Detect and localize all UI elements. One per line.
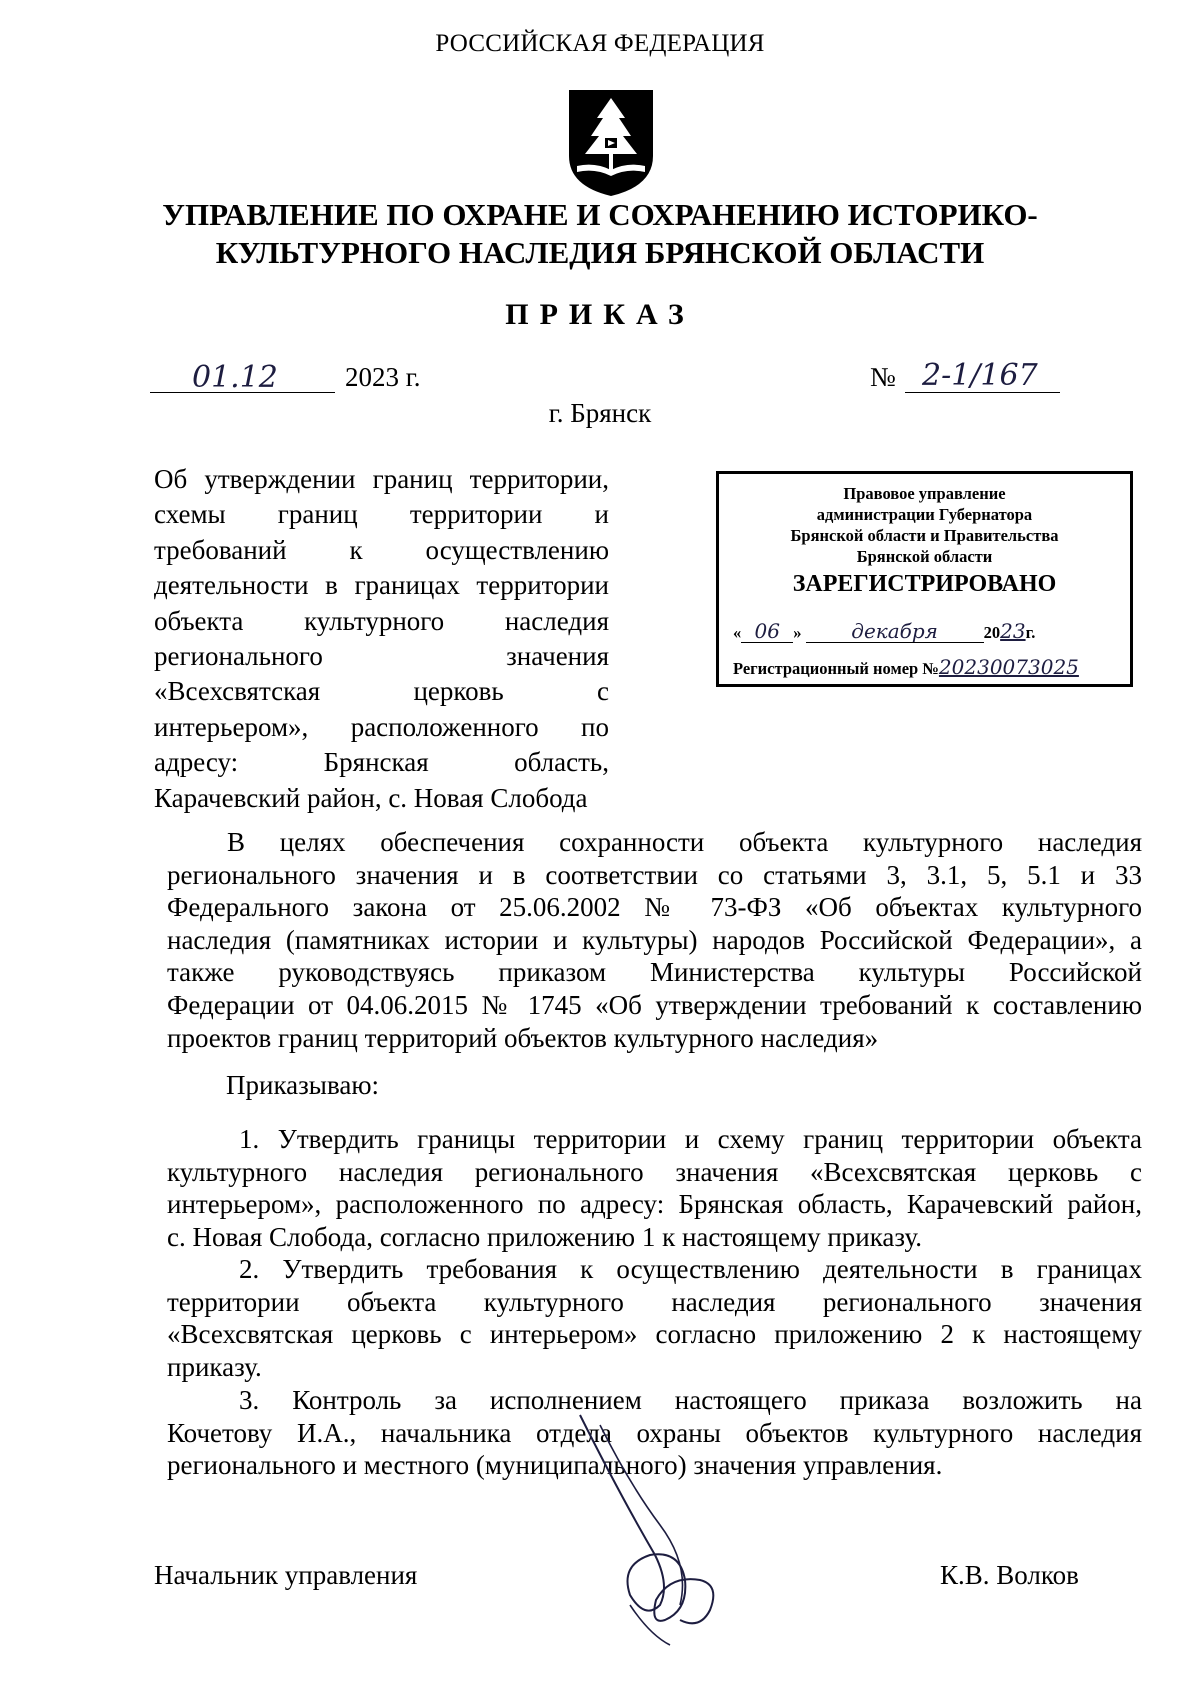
item-line: территории объекта культурного наследия регионального значения	[167, 1286, 1142, 1317]
stamp-date-year-g: г.	[1025, 623, 1036, 642]
document-subject	[154, 462, 609, 816]
organization-name-line-2: КУЛЬТУРНОГО НАСЛЕДИЯ БРЯНСКОЙ ОБЛАСТИ	[215, 235, 985, 270]
subject-line: Об утверждении границ территории,	[154, 464, 609, 494]
city-name: г. Брянск	[548, 398, 652, 428]
item-line: 3. Контроль за исполнением настоящего приказа возложить на	[239, 1385, 1142, 1415]
stamp-date-open-quote: «	[733, 623, 742, 642]
stamp-line: Брянской области и Правительства	[790, 526, 1059, 545]
preamble-line: Федерации от 04.06.2015 № 1745 «Об утверждении требований к составлению	[167, 989, 1142, 1020]
preamble-line: наследия (памятниках истории и культуры) народов Российской Федерации», а	[167, 924, 1142, 955]
stamp-date-row	[733, 621, 1123, 643]
stamp-reg-row	[733, 657, 1123, 679]
item-line: регионального и местного (муниципального) значения управления.	[167, 1450, 943, 1481]
order-item-2	[167, 1253, 1142, 1383]
handwritten-date: 01.12	[192, 360, 278, 395]
stamp-date-month: декабря	[806, 621, 984, 643]
subject-line: интерьером», расположенного по	[154, 711, 609, 742]
preamble-line: регионального значения и в соответствии со статьями 3, 3.1, 5, 5.1 и 33	[167, 859, 1142, 890]
preamble-line: В целях обеспечения сохранности объекта культурного наследия	[227, 827, 1142, 857]
country-name: РОССИЙСКАЯ ФЕДЕРАЦИЯ	[435, 30, 765, 57]
item-line: интерьером», расположенного по адресу: Брянская область, Карачевский район,	[167, 1189, 1142, 1220]
item-line: 2. Утвердить требования к осуществлению деятельности в границах	[239, 1254, 1142, 1284]
subject-line: адресу: Брянская область,	[154, 747, 609, 778]
organization-name	[0, 196, 1200, 272]
signatory-title: Начальник управления	[154, 1560, 418, 1590]
item-line: культурного наследия регионального значения «Всехсвятская церковь с	[167, 1156, 1142, 1187]
subject-line: Карачевский район, с. Новая Слобода	[154, 782, 588, 813]
signatory-name: К.В. Волков	[940, 1560, 1079, 1590]
organization-name-line-1: УПРАВЛЕНИЕ ПО ОХРАНЕ И СОХРАНЕНИЮ ИСТОРИКО-	[162, 197, 1038, 232]
stamp-date-day: 06	[741, 621, 793, 643]
stamp-reg-number: 20230073025	[938, 655, 1079, 679]
stamp-date-year-prefix: 20	[983, 623, 1001, 642]
stamp-registered-label: ЗАРЕГИСТРИРОВАНО	[792, 571, 1057, 597]
item-line: с. Новая Слобода, согласно приложению 1 к настоящему приказу.	[167, 1221, 923, 1252]
handwritten-order-number: 2-1/167	[922, 358, 1038, 393]
stamp-line: Правовое управление	[843, 484, 1006, 503]
preamble-line: также руководствуясь приказом Министерства культуры Российской	[167, 957, 1142, 988]
item-line: «Всехсвятская церковь с интерьером» согласно приложению 2 к настоящему	[167, 1319, 1142, 1350]
stamp-date-year-suffix: 23	[1000, 619, 1026, 643]
number-label: №	[870, 362, 896, 392]
subject-line: «Всехсвятская церковь с	[154, 676, 609, 707]
stamp-line: администрации Губернатора	[816, 505, 1033, 524]
stamp-line: Брянской области	[856, 547, 993, 566]
subject-line: регионального значения	[154, 641, 609, 672]
item-line: приказу.	[167, 1351, 262, 1382]
stamp-date-close-quote: »	[793, 623, 802, 642]
subject-line: требований к осуществлению	[154, 534, 609, 565]
year-suffix: 2023 г.	[345, 362, 421, 392]
order-word: Приказываю:	[226, 1070, 379, 1100]
document-type-title: ПРИКАЗ	[505, 298, 695, 331]
subject-line: объекта культурного наследия	[154, 605, 609, 636]
item-line: Кочетову И.А., начальника отдела охраны объектов культурного наследия	[167, 1417, 1142, 1448]
subject-line: деятельности в границах территории	[154, 570, 609, 601]
order-item-1	[167, 1123, 1142, 1253]
coat-of-arms-emblem	[565, 86, 657, 198]
item-line: 1. Утвердить границы территории и схему границ территории объекта	[239, 1124, 1142, 1154]
registration-stamp	[716, 471, 1133, 687]
preamble-line: Федерального закона от 25.06.2002 № 73-ФЗ «Об объектах культурного	[167, 892, 1142, 923]
subject-line: схемы границ территории и	[154, 499, 609, 530]
preamble-paragraph	[167, 826, 1142, 1054]
handwritten-signature	[560, 1405, 750, 1655]
stamp-org	[719, 474, 1130, 567]
stamp-reg-label: Регистрационный номер №	[733, 659, 939, 678]
preamble-line: проектов границ территорий объектов культурного наследия»	[167, 1022, 879, 1053]
